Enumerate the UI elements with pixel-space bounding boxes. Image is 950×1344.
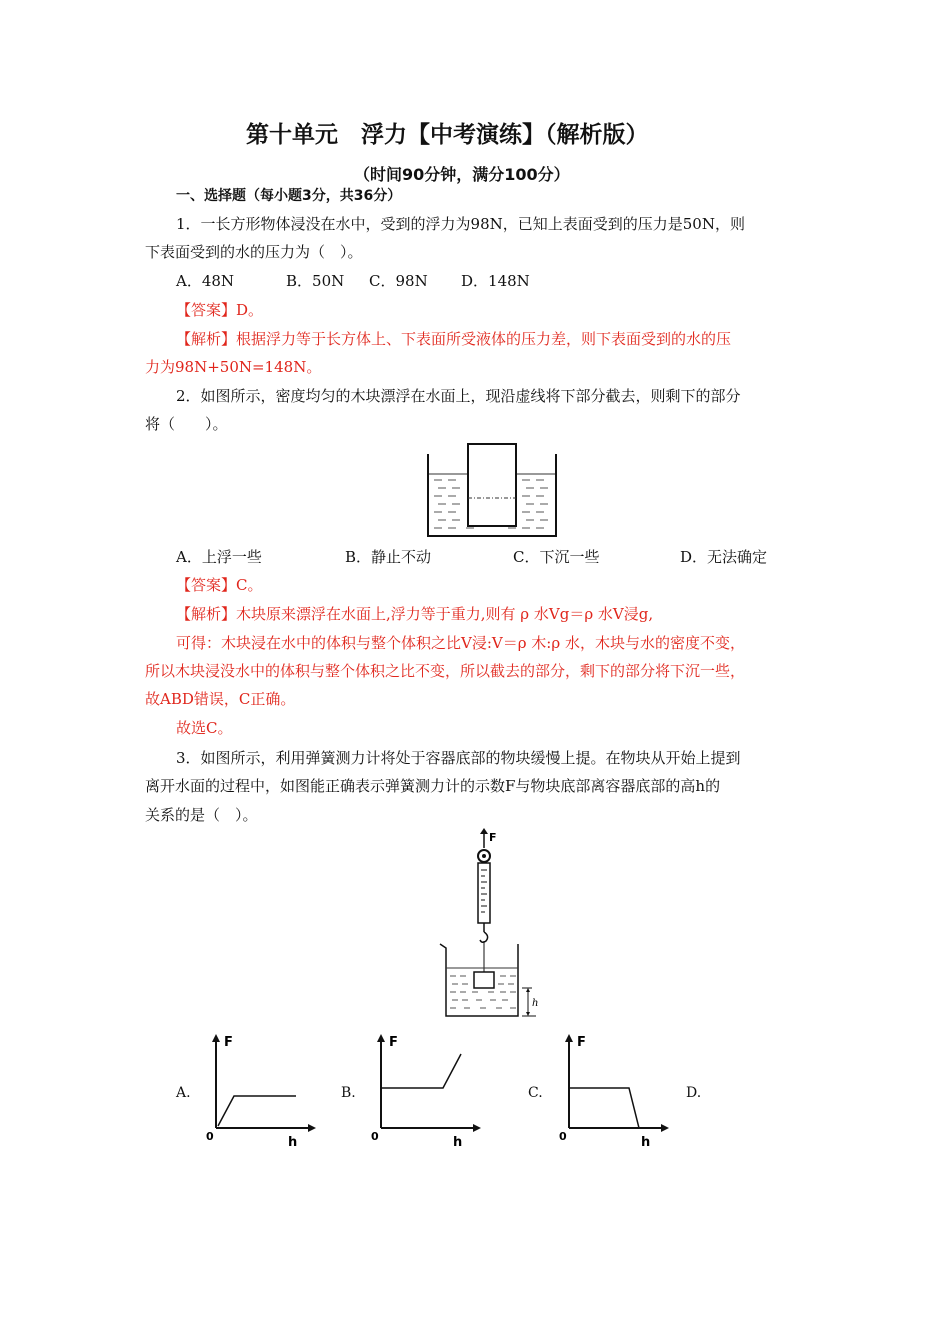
q3-stem-line2: 离开水面的过程中，如图能正确表示弹簧测力计的示数F与物块底部离容器底部的高h的	[145, 777, 721, 795]
q2-stem-line2: 将（ ）。	[145, 415, 228, 433]
q1-option-a: A．48N	[176, 272, 235, 290]
section-heading: 一、选择题（每小题3分，共36分）	[176, 188, 402, 204]
graph-c-x-label: h	[641, 1135, 651, 1150]
q3-option-d-label: D.	[686, 1085, 702, 1101]
q2-conclusion: 故选C。	[176, 719, 233, 737]
page-subtitle: （时间90分钟，满分100分）	[354, 165, 570, 184]
q3-graph-c	[553, 1030, 673, 1150]
q2-floating-block-figure	[422, 440, 562, 540]
q1-option-b: B．50N	[286, 272, 345, 290]
graph-b-y-label: F	[389, 1035, 398, 1050]
q1-option-d: D．148N	[461, 272, 530, 290]
q3-graph-a	[200, 1030, 320, 1150]
graph-a-x-label: h	[288, 1135, 298, 1150]
q3-option-b-label: B.	[341, 1085, 356, 1101]
page-title: 第十单元 浮力【中考演练】（解析版）	[246, 122, 649, 148]
graph-a-origin: 0	[206, 1130, 214, 1143]
graph-c-y-label: F	[577, 1035, 586, 1050]
q1-stem-line2: 下表面受到的水的压力为（ ）。	[145, 243, 363, 261]
q2-analysis-line3: 所以木块浸没水中的体积与整个体积之比不变，所以截去的部分，剩下的部分将下沉一些，	[145, 662, 746, 680]
q1-stem-line1: 1．一长方形物体浸没在水中，受到的浮力为98N，已知上表面受到的压力是50N，则	[176, 215, 745, 233]
wood-block	[468, 444, 516, 526]
graph-c-curve	[569, 1088, 639, 1128]
graph-c-origin: 0	[559, 1130, 567, 1143]
q2-analysis-line4: 故ABD错误，C正确。	[145, 690, 296, 708]
graph-a-curve	[218, 1096, 296, 1126]
q3-stem-line1: 3．如图所示，利用弹簧测力计将处于容器底部的物块缓慢上提。在物块从开始上提到	[176, 749, 741, 767]
q1-answer: 【答案】D。	[176, 301, 264, 319]
height-label: h	[532, 998, 539, 1009]
q2-option-b: B．静止不动	[345, 548, 432, 566]
q3-option-a-label: A.	[176, 1085, 191, 1101]
force-label: F	[489, 831, 497, 844]
q1-analysis-line1: 【解析】根据浮力等于长方体上、下表面所受液体的压力差，则下表面受到的水的压	[176, 330, 732, 348]
graph-b-origin: 0	[371, 1130, 379, 1143]
q2-option-d: D．无法确定	[680, 548, 768, 566]
q2-answer: 【答案】C。	[176, 576, 263, 594]
q1-option-c: C．98N	[369, 272, 428, 290]
q2-stem-line1: 2．如图所示，密度均匀的木块漂浮在水面上，现沿虚线将下部分截去，则剩下的部分	[176, 387, 741, 405]
q2-option-c: C．下沉一些	[513, 548, 600, 566]
q2-option-a: A．上浮一些	[176, 548, 262, 566]
q3-graph-b	[365, 1030, 485, 1150]
graph-a-y-label: F	[224, 1035, 233, 1050]
q2-analysis-line2: 可得：木块浸在水中的体积与整个体积之比V浸:V＝ρ 木:ρ 水，木块与水的密度不变，	[176, 634, 745, 652]
q3-stem-line3: 关系的是（ ）。	[145, 806, 258, 824]
graph-b-curve	[381, 1054, 461, 1088]
q1-analysis-line2: 力为98N+50N=148N。	[145, 358, 322, 376]
q2-analysis-line1: 【解析】木块原来漂浮在水面上,浮力等于重力,则有 ρ 水Vg＝ρ 水V浸g,	[176, 605, 654, 623]
q3-spring-scale-figure	[436, 826, 548, 1022]
q3-option-c-label: C.	[528, 1085, 543, 1101]
graph-b-x-label: h	[453, 1135, 463, 1150]
